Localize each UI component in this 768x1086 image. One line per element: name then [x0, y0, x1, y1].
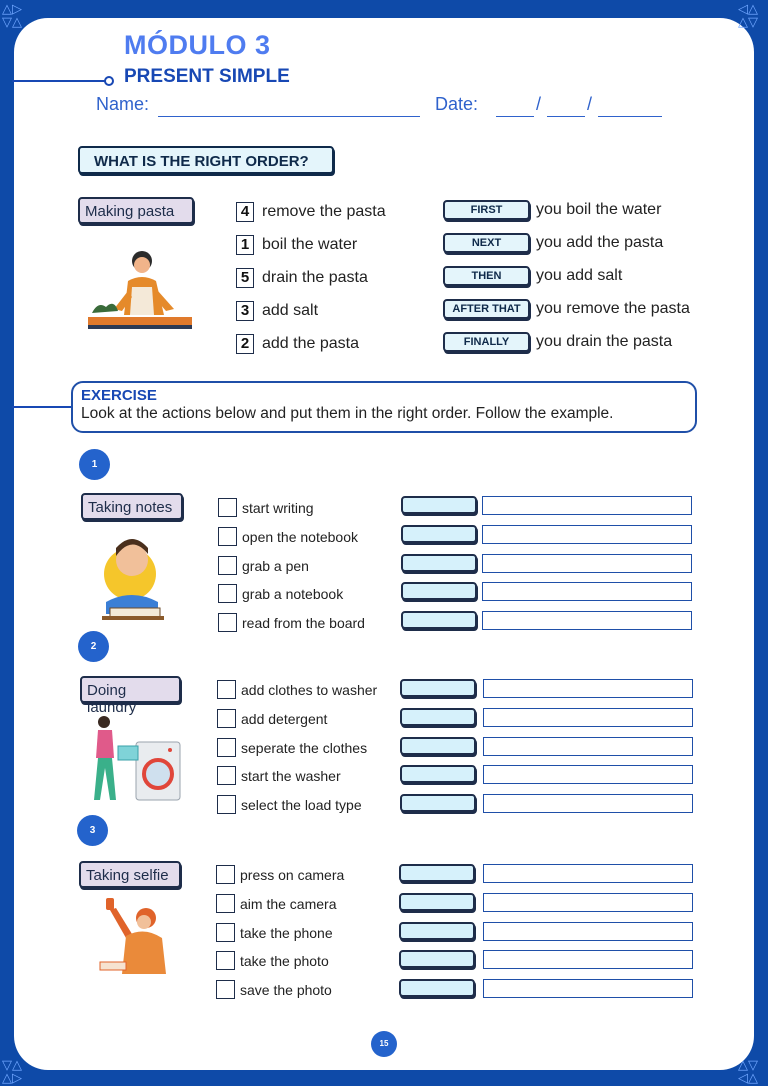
- group-number-badge: 3: [77, 815, 108, 846]
- person-face: [137, 915, 151, 929]
- action-text: open the notebook: [242, 529, 358, 545]
- exercise-heading: EXERCISE: [81, 387, 157, 404]
- sequence-sentence: you boil the water: [536, 201, 662, 218]
- answer-field[interactable]: [483, 794, 693, 813]
- order-checkbox[interactable]: [218, 556, 237, 575]
- exercise-connector-line: [12, 406, 72, 408]
- step-number: 1: [236, 235, 254, 255]
- order-checkbox[interactable]: [218, 498, 237, 517]
- corner-decoration-top-left: △▷ ▽△: [2, 1, 22, 29]
- step-text: add the pasta: [262, 335, 359, 352]
- answer-field[interactable]: [483, 765, 693, 784]
- sequence-word-slot[interactable]: [401, 554, 477, 572]
- step-number: 4: [236, 202, 254, 222]
- sequence-word: AFTER THAT: [443, 299, 530, 319]
- answer-field[interactable]: [483, 708, 693, 727]
- order-checkbox[interactable]: [217, 738, 236, 757]
- sequence-word-slot[interactable]: [399, 893, 475, 911]
- answer-field[interactable]: [483, 893, 693, 912]
- exercise-instructions: [71, 381, 697, 433]
- answer-field[interactable]: [483, 979, 693, 998]
- order-checkbox[interactable]: [216, 865, 235, 884]
- exercise-instruction-text: Look at the actions below and put them in the right order. Follow the example.: [81, 405, 614, 422]
- sequence-sentence: you remove the pasta: [536, 300, 690, 317]
- answer-field[interactable]: [482, 554, 692, 573]
- answer-field[interactable]: [483, 922, 693, 941]
- order-checkbox[interactable]: [216, 980, 235, 999]
- action-text: save the photo: [240, 982, 332, 998]
- sequence-word-slot[interactable]: [400, 737, 476, 755]
- sequence-word-slot[interactable]: [399, 864, 475, 882]
- example-topic-label: Making pasta: [78, 197, 194, 224]
- action-text: aim the camera: [240, 896, 337, 912]
- answer-field[interactable]: [482, 525, 692, 544]
- order-checkbox[interactable]: [218, 527, 237, 546]
- step-text: drain the pasta: [262, 269, 368, 286]
- sequence-word-slot[interactable]: [399, 979, 475, 997]
- sequence-word-slot[interactable]: [399, 922, 475, 940]
- sequence-word-slot[interactable]: [401, 611, 477, 629]
- order-checkbox[interactable]: [218, 584, 237, 603]
- date-separator: /: [587, 94, 593, 114]
- action-text: seperate the clothes: [241, 740, 368, 756]
- page-number: 15: [371, 1031, 397, 1057]
- cooking-illustration: [84, 247, 196, 333]
- order-checkbox[interactable]: [216, 923, 235, 942]
- person-head: [98, 716, 110, 728]
- step-text: boil the water: [262, 236, 358, 253]
- sequence-word: FIRST: [443, 200, 530, 220]
- action-text: select the load type: [241, 797, 362, 813]
- answer-field[interactable]: [483, 679, 693, 698]
- selfie-illustration: [92, 896, 172, 978]
- answer-field[interactable]: [482, 611, 692, 630]
- sequence-sentence: you add the pasta: [536, 234, 664, 251]
- sequence-word-slot[interactable]: [400, 679, 476, 697]
- order-checkbox[interactable]: [217, 680, 236, 699]
- sequence-word-slot[interactable]: [400, 708, 476, 726]
- date-month-field[interactable]: [547, 96, 585, 117]
- person-shirt: [96, 730, 114, 758]
- washer-door: [144, 760, 172, 788]
- student-illustration: [96, 530, 170, 622]
- chef-apron: [130, 287, 154, 315]
- counter-board: [88, 317, 192, 325]
- answer-field[interactable]: [482, 496, 692, 515]
- action-text: read from the board: [242, 615, 365, 631]
- action-text: start writing: [242, 500, 314, 516]
- corner-decoration-bottom-right: △▽ ◁△: [738, 1057, 758, 1085]
- laundry-illustration: [90, 712, 182, 806]
- person-shirt: [122, 931, 166, 974]
- action-text: press on camera: [240, 867, 345, 883]
- corner-decoration-bottom-left: ▽△ △▷: [2, 1057, 22, 1085]
- sequence-word: THEN: [443, 266, 530, 286]
- sequence-word: NEXT: [443, 233, 530, 253]
- date-separator: /: [536, 94, 542, 114]
- group-number-badge: 2: [78, 631, 109, 662]
- date-year-field[interactable]: [598, 96, 662, 117]
- sequence-sentence: you add salt: [536, 267, 623, 284]
- right-order-heading: WHAT IS THE RIGHT ORDER?: [78, 146, 334, 174]
- laundry-basket: [118, 746, 138, 760]
- group-topic-label: Taking notes: [81, 493, 183, 520]
- module-subtitle: PRESENT SIMPLE: [124, 66, 290, 87]
- sequence-word-slot[interactable]: [399, 950, 475, 968]
- corner-decoration-top-right: ◁△ △▽: [738, 1, 758, 29]
- sequence-word-slot[interactable]: [401, 496, 477, 514]
- order-checkbox[interactable]: [217, 709, 236, 728]
- date-day-field[interactable]: [496, 96, 534, 117]
- answer-field[interactable]: [483, 737, 693, 756]
- sequence-word: FINALLY: [443, 332, 530, 352]
- order-checkbox[interactable]: [216, 951, 235, 970]
- answer-field[interactable]: [483, 950, 693, 969]
- group-topic-label: Doing laundry: [80, 676, 181, 703]
- sequence-word-slot[interactable]: [400, 765, 476, 783]
- action-text: take the photo: [240, 953, 329, 969]
- name-label: Name:: [96, 94, 150, 114]
- order-checkbox[interactable]: [217, 795, 236, 814]
- step-number: 3: [236, 301, 254, 321]
- phone: [106, 898, 114, 910]
- sequence-word-slot[interactable]: [401, 525, 477, 543]
- action-text: add detergent: [241, 711, 328, 727]
- action-text: grab a pen: [242, 558, 309, 574]
- group-topic-label: Taking selfie: [79, 861, 181, 888]
- answer-field[interactable]: [482, 582, 692, 601]
- date-label: Date:: [435, 94, 479, 114]
- step-number: 2: [236, 334, 254, 354]
- header-line-dot: [104, 76, 114, 86]
- sequence-word-slot[interactable]: [401, 582, 477, 600]
- action-text: take the phone: [240, 925, 333, 941]
- step-text: remove the pasta: [262, 203, 386, 220]
- header-line: [12, 80, 108, 82]
- sequence-word-slot[interactable]: [400, 794, 476, 812]
- order-checkbox[interactable]: [216, 894, 235, 913]
- order-checkbox[interactable]: [217, 766, 236, 785]
- group-number-badge: 1: [79, 449, 110, 480]
- action-text: grab a notebook: [242, 586, 344, 602]
- action-text: start the washer: [241, 768, 341, 784]
- step-text: add salt: [262, 302, 319, 319]
- answer-field[interactable]: [483, 864, 693, 883]
- step-number: 5: [236, 268, 254, 288]
- module-title: MÓDULO 3: [124, 30, 271, 60]
- name-field[interactable]: [158, 96, 420, 117]
- sequence-sentence: you drain the pasta: [536, 333, 673, 350]
- vegetables: [92, 304, 118, 313]
- action-text: add clothes to washer: [241, 682, 378, 698]
- order-checkbox[interactable]: [218, 613, 237, 632]
